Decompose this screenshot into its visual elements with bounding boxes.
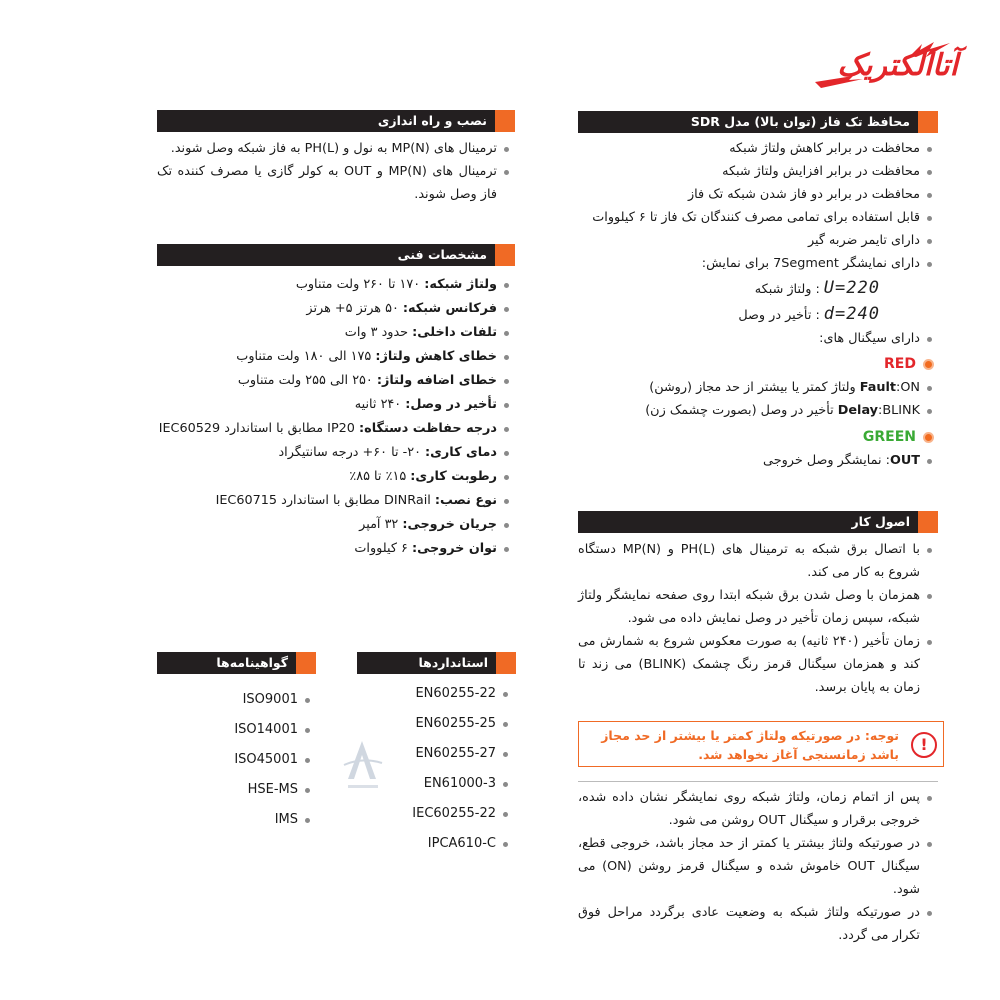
spec-value: ۵۰ هرتز ۵+ هرتز [306,301,403,316]
operation-title: اصول کار [851,514,910,529]
spec-value: حدود ۳ وات [344,325,413,340]
spec-key: ولتاژ شبکه: [424,277,497,292]
spec-item [157,417,511,441]
spec-key: نوع نصب: [434,493,497,508]
green-item [578,449,934,472]
header-accent [296,652,316,674]
spec-value: ۶ کیلووات [354,541,412,556]
spec-value: ۳۲ آمپر [359,517,403,532]
install-item: ترمینال های (MP(N به نول و (PH(L به فاز شبکه وصل شوند. [157,137,511,160]
signals-intro: دارای سیگنال های: [578,327,934,350]
standard-item: IPCA610-C [380,829,510,859]
operation-after-list [578,786,934,947]
cert-item: ISO45001 [200,745,312,775]
standard-item: EN60255-25 [380,709,510,739]
install-item: ترمینال های (MP(N و OUT به کولر گازی یا مصرف کننده تک فاز وصل شوند. [157,160,511,206]
logo-text: آتاالکتریک [837,48,958,83]
red-item [578,376,934,399]
spec-key: خطای کاهش ولتاژ: [375,349,497,364]
product-section-header [578,111,938,133]
specs-list [157,273,511,561]
red-item-text: :BLINK تأخیر در وصل (بصورت چشمک زن) [645,403,920,418]
spec-key: جریان خروجی: [402,517,497,532]
cert-item: IMS [200,805,312,835]
warning-icon: ! [911,732,937,758]
cert-item: ISO14001 [200,715,312,745]
spec-key: توان خروجی: [411,541,497,556]
green-signal-title [578,425,934,449]
install-section-header [157,110,515,132]
spec-item [157,465,511,489]
operation-item: زمان تأخیر (۲۴۰ ثانیه) به صورت معکوس شروع به شمارش می کند و همزمان سیگنال قرمز رنگ چشمک (BLINK) می زند تا زمان به پایان برسد. [578,630,934,699]
standard-item: EN60255-27 [380,739,510,769]
spec-value: IP20 مطابق با استاندارد IEC60529 [158,421,360,436]
spec-item [157,489,511,513]
certs-list [200,685,312,835]
spec-value: DINRail مطابق با استاندارد IEC60715 [215,493,435,508]
feature-item: محافظت در برابر کاهش ولتاژ شبکه [578,137,934,160]
feature-item: دارای تایمر ضربه گیر [578,229,934,252]
standard-item: EN60255-22 [380,679,510,709]
operation-after-item: در صورتیکه ولتاژ بیشتر یا کمتر از حد مجاز باشد، خروجی قطع، سیگنال OUT خاموش شده و سیگنال قرمز روشن (ON) می شود. [578,832,934,901]
spec-key: تأخیر در وصل: [405,397,497,412]
operation-after-item: در صورتیکه ولتاژ شبکه به وضعیت عادی برگردد مراحل فوق تکرار می گردد. [578,901,934,947]
feature-item: محافظت در برابر دو فاز شدن شبکه تک فاز [578,183,934,206]
red-item-key: Delay [837,403,879,418]
segment-display: 220=U [823,278,880,298]
red-label: RED [884,356,916,372]
header-accent [918,511,938,533]
spec-item [157,273,511,297]
spec-value: ۱۵٪ تا ۸۵٪ [349,469,411,484]
spec-item [157,321,511,345]
red-item-text: :ON ولتاژ کمتر یا بیشتر از حد مجاز (روشن) [649,380,920,395]
product-features [578,137,934,472]
spec-key: دمای کاری: [425,445,497,460]
product-title: محافظ تک فاز (توان بالا) مدل SDR [690,114,910,129]
spec-item [157,369,511,393]
header-accent [496,652,516,674]
logo-swoosh-icon [813,68,865,90]
segment-display: 240=d [823,304,880,324]
spec-item [157,537,511,561]
spec-value: ۲۰- تا ۶۰+ درجه سانتیگراد [278,445,426,460]
specs-title: مشخصات فنی [397,247,487,262]
standards-section-header [357,652,516,674]
divider [578,781,938,782]
spec-value: ۲۵۰ الی ۲۵۵ ولت متناوب [237,373,377,388]
red-signal-title [578,352,934,376]
green-item-key: OUT [890,453,920,468]
operation-list [578,538,934,699]
feature-item: دارای نمایشگر 7Segment برای نمایش: [578,252,934,275]
segment-label: : ولتاژ شبکه [754,282,820,297]
warning-note [578,721,944,767]
install-list [157,137,511,206]
segment-label: : تأخیر در وصل [738,308,820,323]
feature-item: محافظت در برابر افزایش ولتاژ شبکه [578,160,934,183]
install-title: نصب و راه اندازی [377,113,487,128]
spec-key: درجه حفاظت دستگاه: [359,421,497,436]
operation-section-header [578,511,938,533]
standard-item: IEC60255-22 [380,799,510,829]
header-accent [495,110,515,132]
spec-value: ۱۷۰ تا ۲۶۰ ولت متناوب [295,277,425,292]
spec-key: رطوبت کاری: [410,469,497,484]
standard-item: EN61000-3 [380,769,510,799]
green-item-text: : نمایشگر وصل خروجی [763,453,890,468]
spec-key: خطای اضافه ولتاژ: [376,373,497,388]
specs-section-header [157,244,515,266]
feature-item: قابل استفاده برای تمامی مصرف کنندگان تک فاز تا ۶ کیلووات [578,206,934,229]
spec-item [157,393,511,417]
operation-item: با اتصال برق شبکه به ترمینال های (PH(L و (MP(N دستگاه شروع به کار می کند. [578,538,934,584]
certs-title: گواهینامه‌ها [216,655,288,670]
spec-item [157,345,511,369]
header-accent [495,244,515,266]
spec-value: ۲۴۰ ثانیه [354,397,406,412]
red-item-key: Fault [859,380,897,395]
spec-item [157,297,511,321]
segment-row-voltage [578,275,934,301]
standards-title: استانداردها [418,655,488,670]
operation-item: همزمان با وصل شدن برق شبکه ابتدا روی صفحه نمایشگر ولتاژ شبکه، سپس زمان تأخیر در وصل نمایش داده می شود. [578,584,934,630]
orange-dot-icon [923,359,934,370]
cert-item: HSE-MS [200,775,312,805]
spec-value: ۱۷۵ الی ۱۸۰ ولت متناوب [236,349,376,364]
watermark-logo-icon [340,735,386,793]
spec-key: تلفات داخلی: [412,325,497,340]
spec-item [157,441,511,465]
green-label: GREEN [862,429,916,445]
red-item [578,399,934,422]
orange-dot-icon [923,432,934,443]
cert-item: ISO9001 [200,685,312,715]
spec-item [157,513,511,537]
brand-logo [813,40,958,92]
certs-section-header [157,652,316,674]
standards-list [380,679,510,859]
warning-text: توجه: در صورتیکه ولتاژ کمتر یا بیشتر از حد مجاز باشد زمانسنجی آغاز نخواهد شد. [601,728,899,762]
header-accent [918,111,938,133]
operation-after-item: پس از اتمام زمان، ولتاژ شبکه روی نمایشگر نشان داده شده، خروجی برقرار و سیگنال OUT روشن می شود. [578,786,934,832]
spec-key: فرکانس شبکه: [402,301,497,316]
segment-row-delay [578,301,934,327]
